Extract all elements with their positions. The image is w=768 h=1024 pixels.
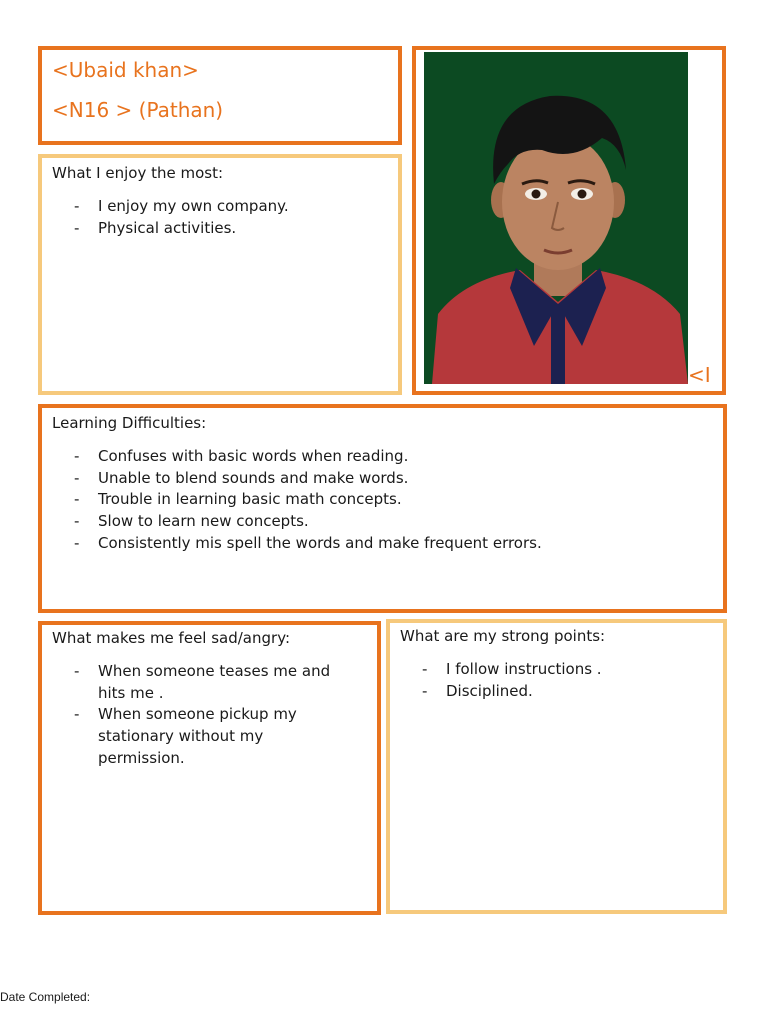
date-completed-label: Date Completed: [0,990,91,1004]
list-item: - I enjoy my own company. [74,196,384,218]
strong-points-heading: What are my strong points: [400,627,606,645]
list-item: - Physical activities. [74,218,384,240]
photo-corner-mark: <I [688,363,711,387]
sad-angry-list [74,661,347,770]
list-item: - Consistently mis spell the words and make frequent errors. [74,533,709,555]
class-line: <N16 > (Pathan) [52,98,224,122]
learning-difficulties-box [38,404,727,613]
student-photo [424,52,688,384]
student-name: <Ubaid khan> [52,58,199,82]
list-item: - Disciplined. [422,681,709,703]
enjoy-box [38,154,402,395]
list-item: - When someone pickup my stationary without my permission. [74,704,347,769]
sad-angry-heading: What makes me feel sad/angry: [52,629,291,647]
name-box [38,46,402,145]
list-item: - Trouble in learning basic math concepts. [74,489,709,511]
strong-points-box [386,619,727,914]
strong-points-list [422,659,709,702]
list-item: - I follow instructions . [422,659,709,681]
enjoy-list [74,196,384,239]
list-item: - Confuses with basic words when reading. [74,446,709,468]
sad-angry-box [38,621,381,915]
enjoy-heading: What I enjoy the most: [52,164,224,182]
student-portrait [424,52,688,384]
difficulties-list [74,446,709,555]
list-item: - When someone teases me and hits me . [74,661,347,704]
difficulties-heading: Learning Difficulties: [52,414,207,432]
list-item: - Unable to blend sounds and make words. [74,468,709,490]
list-item: - Slow to learn new concepts. [74,511,709,533]
